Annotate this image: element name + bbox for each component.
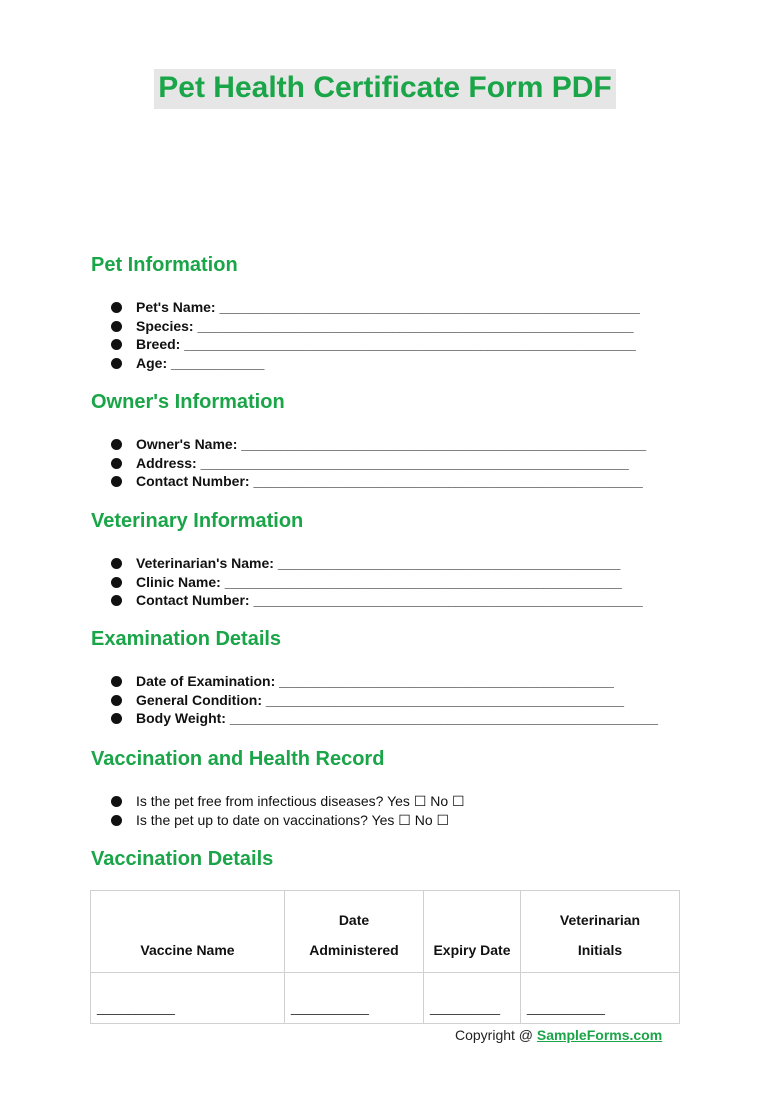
bullet-icon (111, 558, 122, 569)
vaccination-status-question[interactable] (91, 811, 691, 830)
infectious-disease-question[interactable] (91, 792, 691, 811)
breed-field[interactable] (91, 335, 691, 354)
exam-date-field[interactable] (91, 672, 691, 691)
field-label: Veterinarian's Name: ____________________________________________ (136, 555, 621, 571)
pet-name-field[interactable] (91, 298, 691, 317)
column-header-date-administered (285, 891, 424, 973)
section-heading-owner: Owner's Information (91, 391, 285, 413)
pet-field-list (91, 298, 691, 372)
bullet-icon (111, 595, 122, 606)
page-title: Pet Health Certificate Form PDF (154, 69, 615, 109)
vaccination-table (90, 890, 680, 1024)
record-question-list (91, 792, 691, 829)
examination-details-section (91, 627, 691, 728)
field-label: Pet's Name: ______________________________________________________ (136, 299, 640, 315)
vet-name-field[interactable] (91, 554, 691, 573)
bullet-icon (111, 676, 122, 687)
owner-name-field[interactable] (91, 435, 691, 454)
field-label: Owner's Name: ____________________________________________________ (136, 436, 647, 452)
veterinarian-initials-cell[interactable]: __________ (521, 973, 680, 1024)
field-label: Clinic Name: ___________________________________________________ (136, 573, 622, 590)
field-label: General Condition: ______________________________________________ (136, 691, 625, 708)
title-wrap (0, 69, 770, 109)
bullet-icon (111, 358, 122, 369)
age-field[interactable] (91, 354, 691, 373)
table-header-row (91, 891, 680, 973)
exam-field-list (91, 672, 691, 728)
vet-contact-field[interactable] (91, 591, 691, 610)
date-administered-cell[interactable]: __________ (285, 973, 424, 1024)
bullet-icon (111, 476, 122, 487)
bullet-icon (111, 577, 122, 588)
pet-information-section (91, 253, 691, 372)
bullet-icon (111, 815, 122, 826)
field-label: Age: ____________ (136, 354, 265, 371)
bullet-icon (111, 339, 122, 350)
clinic-name-field[interactable] (91, 573, 691, 592)
field-label: Contact Number: __________________________________________________ (136, 473, 643, 489)
column-header-expiry-date: Expiry Date (424, 891, 521, 973)
copyright-text: Copyright @ (455, 1027, 537, 1043)
header-text: Date Administered (309, 912, 399, 958)
veterinary-information-section (91, 509, 691, 610)
vaccination-details-section (91, 847, 691, 871)
section-heading-pet: Pet Information (91, 254, 238, 276)
header-text: Veterinarian Initials (559, 912, 641, 958)
table-row[interactable] (91, 973, 680, 1024)
vaccination-health-record-section (91, 747, 691, 829)
bullet-icon (111, 796, 122, 807)
bullet-icon (111, 695, 122, 706)
address-field[interactable] (91, 454, 691, 473)
field-label: Address: _______________________________________________________ (136, 454, 629, 471)
vet-field-list (91, 554, 691, 610)
bullet-icon (111, 439, 122, 450)
section-heading-exam: Examination Details (91, 628, 282, 650)
section-heading-vet: Veterinary Information (91, 510, 304, 532)
field-label: Body Weight: _______________________________________________________ (136, 710, 659, 726)
species-field[interactable] (91, 317, 691, 336)
field-label: Species: ________________________________________________________ (136, 317, 634, 334)
field-label: Contact Number: __________________________________________________ (136, 592, 643, 608)
bullet-icon (111, 713, 122, 724)
field-label: Breed: __________________________________________________________ (136, 336, 636, 352)
column-header-veterinarian-initials (521, 891, 680, 973)
copyright-footer (455, 1027, 662, 1043)
general-condition-field[interactable] (91, 691, 691, 710)
expiry-date-cell[interactable]: _________ (424, 973, 521, 1024)
field-label: Date of Examination: ___________________________________________ (136, 673, 614, 689)
section-heading-record: Vaccination and Health Record (91, 748, 385, 770)
column-header-vaccine-name: Vaccine Name (91, 891, 285, 973)
section-heading-vaccination: Vaccination Details (91, 848, 274, 870)
owner-information-section (91, 390, 691, 491)
bullet-icon (111, 302, 122, 313)
owner-field-list (91, 435, 691, 491)
question-text: Is the pet free from infectious diseases? Yes ☐ No ☐ (136, 793, 465, 809)
brand-link[interactable]: SampleForms.com (536, 1027, 663, 1043)
owner-contact-field[interactable] (91, 472, 691, 491)
vaccine-name-cell[interactable]: __________ (91, 973, 285, 1024)
question-text: Is the pet up to date on vaccinations? Yes ☐ No ☐ (136, 811, 450, 828)
bullet-icon (111, 321, 122, 332)
body-weight-field[interactable] (91, 709, 691, 728)
bullet-icon (111, 458, 122, 469)
